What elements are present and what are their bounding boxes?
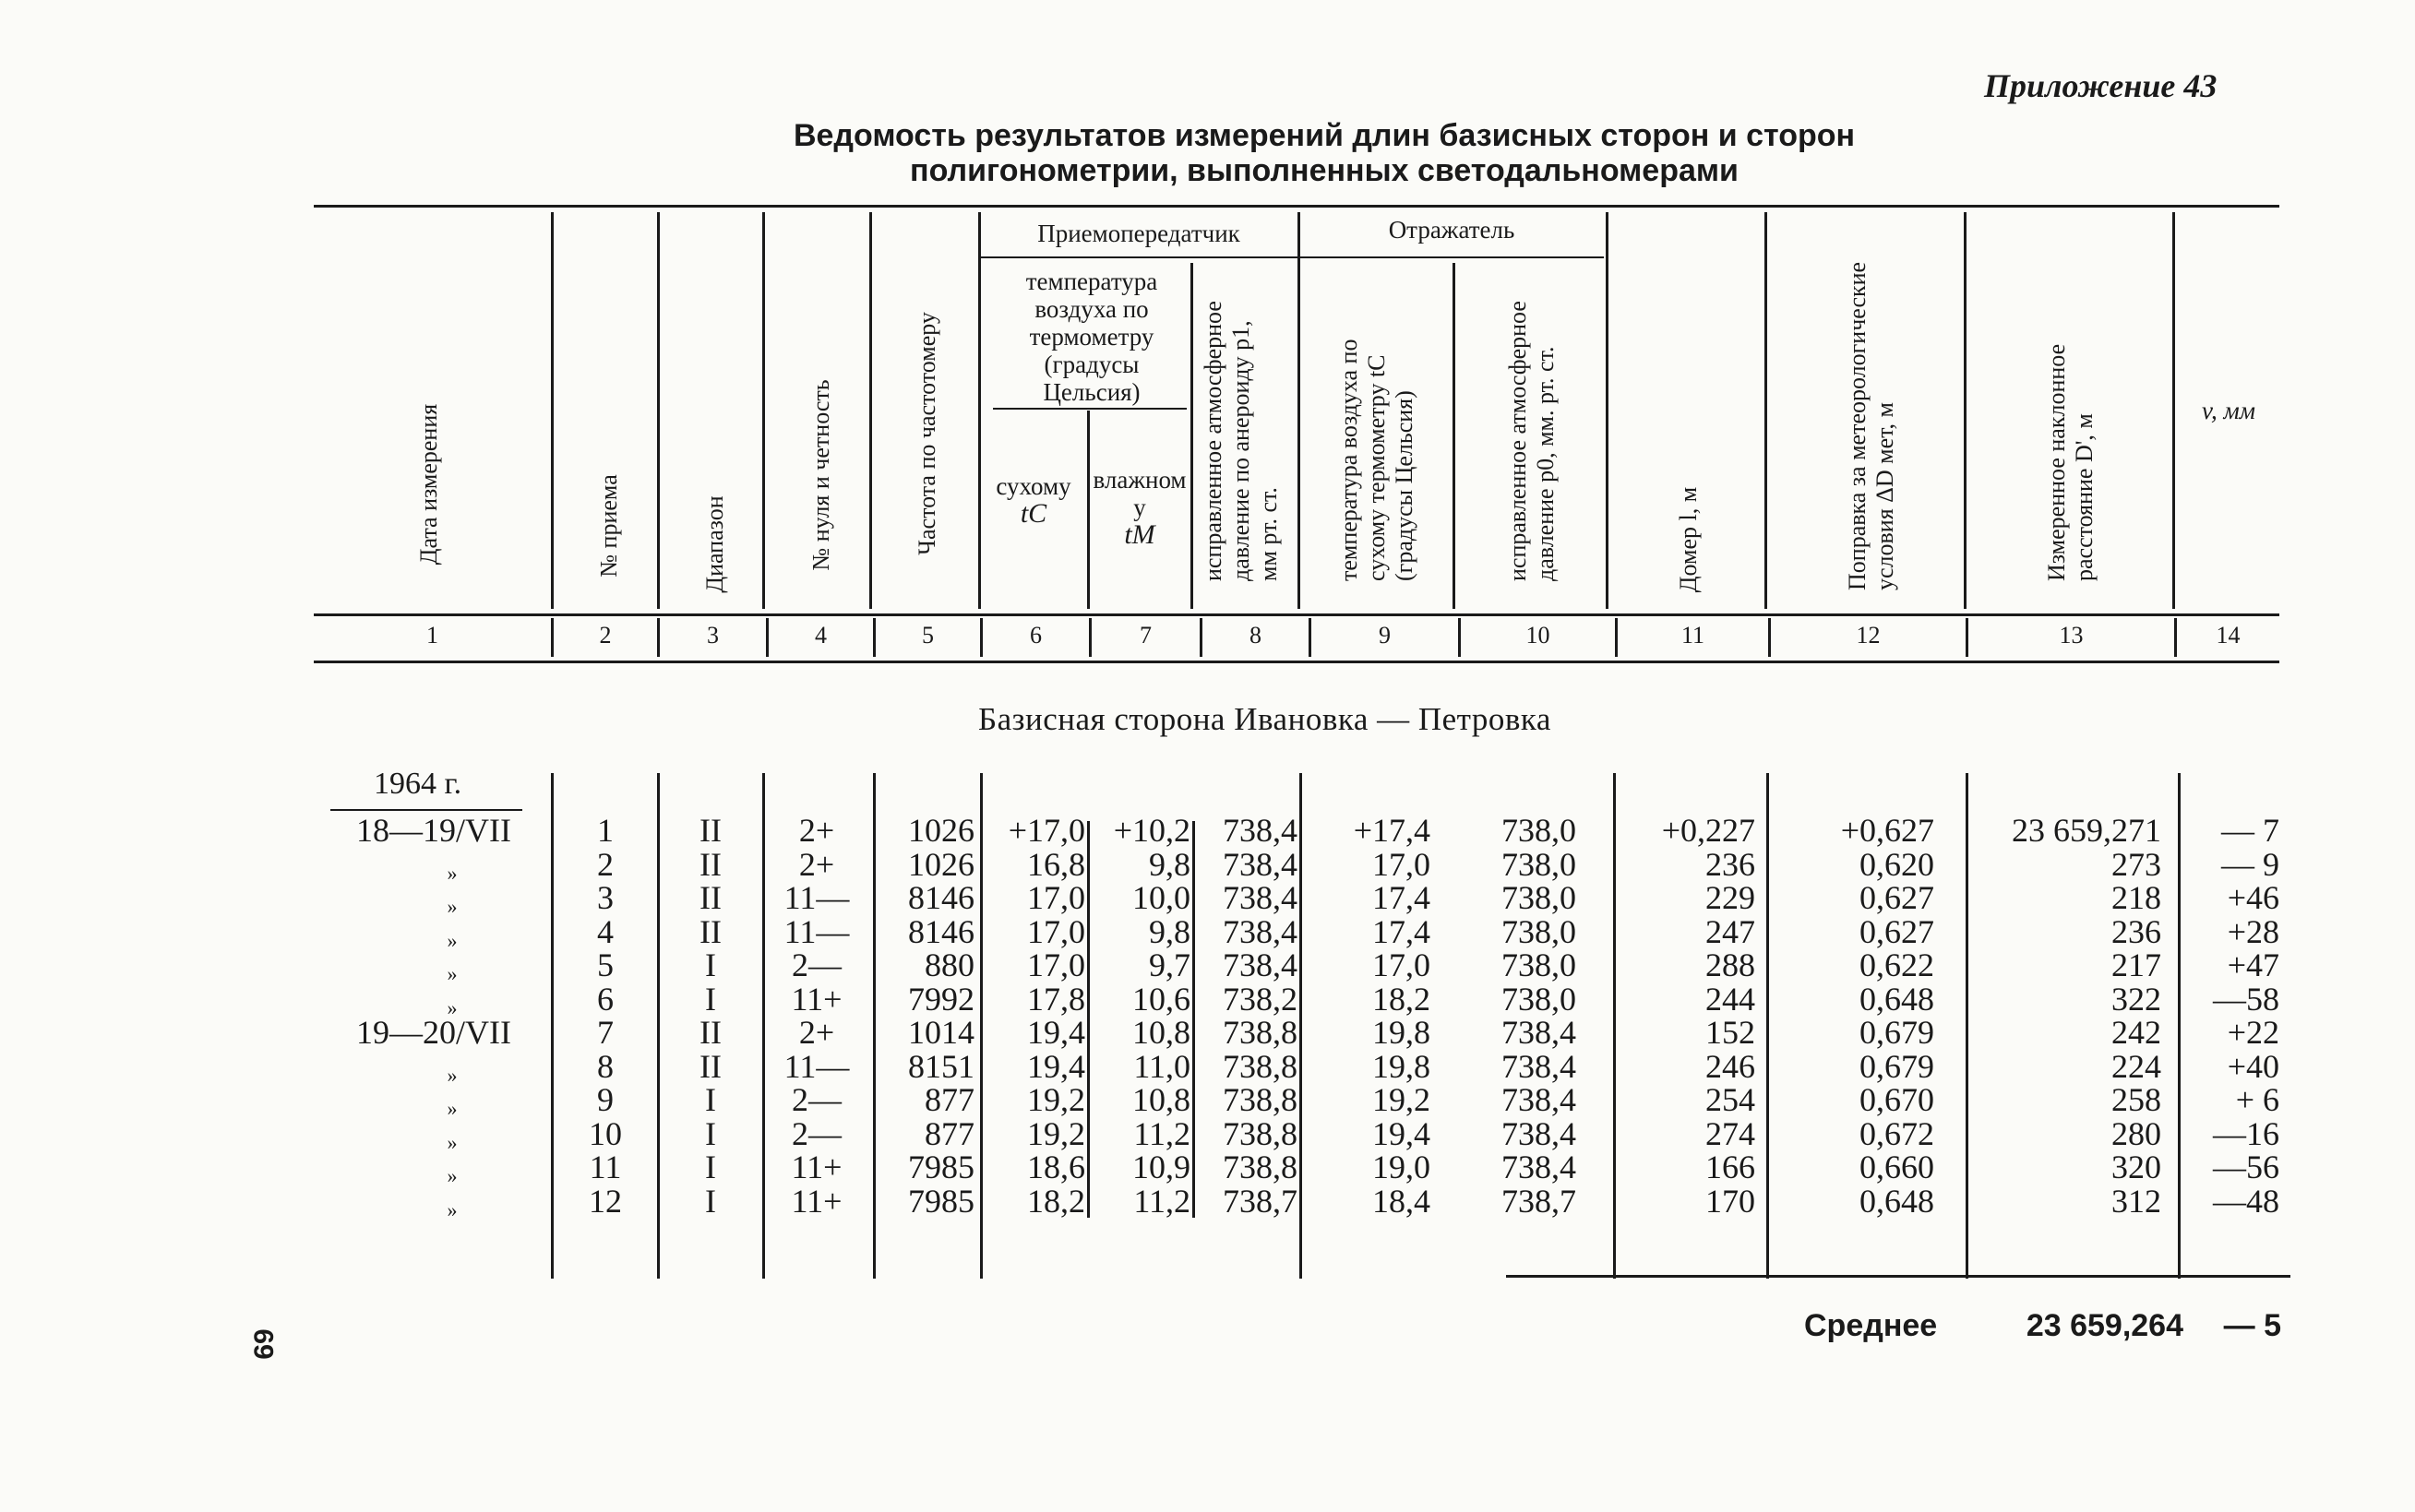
cell-l: 152 [1705, 1014, 1755, 1051]
header-reception: № приема [595, 474, 622, 577]
cell-freq: 1026 [908, 845, 974, 883]
cell-n: 2 [597, 845, 614, 883]
cell-l: 244 [1705, 980, 1755, 1018]
colnum-11: 11 [1680, 622, 1705, 649]
header-reflector: Отражатель [1388, 216, 1515, 244]
cell-tc: 17,0 [1027, 912, 1085, 950]
table-top-rule [314, 205, 2279, 208]
cell-tm: 10,6 [1132, 980, 1190, 1018]
cell-tm: 9,8 [1149, 912, 1190, 950]
header-pressure-transceiver: исправленное атмосферное давление по анероиду p1, мм рт. ст. [1200, 301, 1282, 581]
header-dry-symbol: tC [1020, 498, 1047, 529]
colnum-10: 10 [1525, 622, 1550, 649]
cell-date: » [447, 928, 458, 952]
cell-zero: 11+ [791, 1149, 843, 1185]
summary-rule [1506, 1275, 2290, 1278]
cell-dD: 0,672 [1859, 1114, 1934, 1152]
cell-p1: 738,4 [1223, 912, 1297, 950]
colnum-3: 3 [707, 622, 719, 649]
cell-l: 247 [1705, 912, 1755, 950]
cell-date: » [447, 995, 458, 1019]
air-temp-underline [993, 408, 1187, 410]
colnum-9: 9 [1379, 622, 1391, 649]
cell-freq: 1014 [908, 1014, 974, 1051]
cell-dD: 0,627 [1859, 879, 1934, 916]
summary-label: Среднее [1804, 1308, 1938, 1343]
cell-tc: 18,6 [1027, 1149, 1085, 1185]
cell-D: 224 [2111, 1047, 2161, 1085]
cell-range: I [705, 1149, 716, 1185]
cell-D: 23 659,271 [2012, 812, 2161, 849]
cell-D: 312 [2111, 1182, 2161, 1220]
cell-l: 229 [1705, 879, 1755, 916]
cell-p1: 738,7 [1223, 1182, 1297, 1220]
colnum-2: 2 [599, 622, 612, 649]
cell-v: +22 [2227, 1014, 2279, 1051]
cell-t2: 17,4 [1372, 879, 1430, 916]
cell-range: I [705, 1081, 716, 1118]
header-divider [1453, 263, 1455, 609]
colnum-bottom-rule [314, 661, 2279, 663]
cell-v: —48 [2213, 1182, 2279, 1220]
cell-freq: 8146 [908, 912, 974, 950]
header-correction: Поправка за метеорологические условия ΔD мет, м [1844, 261, 1898, 590]
colnum-1: 1 [426, 622, 438, 649]
colnum-8: 8 [1249, 622, 1261, 649]
header-range: Диапазон [701, 495, 728, 593]
cell-v: — 7 [2221, 812, 2279, 849]
cell-l: 246 [1705, 1047, 1755, 1085]
body-divider [762, 773, 765, 1279]
cell-dD: 0,622 [1859, 946, 1934, 983]
cell-freq: 8146 [908, 879, 974, 916]
cell-freq: 877 [925, 1081, 974, 1118]
header-divider [2172, 212, 2175, 609]
cell-tm: +10,2 [1113, 812, 1190, 849]
section-title: Базисная сторона Ивановка — Петровка [978, 701, 1551, 737]
cell-range: I [705, 1182, 716, 1220]
title-line-1: Ведомость результатов измерений длин базисных сторон и сторон [793, 118, 1856, 153]
cell-zero: 11— [783, 912, 850, 950]
cell-D: 217 [2111, 946, 2161, 983]
cell-zero: 2— [792, 1114, 842, 1152]
cell-tm: 11,2 [1133, 1182, 1190, 1220]
cell-freq: 7985 [908, 1149, 974, 1185]
header-divider [1606, 212, 1608, 609]
header-transceiver: Приемопередатчик [1037, 220, 1240, 247]
transceiver-underline [980, 256, 1297, 258]
header-dry-label: сухому [996, 472, 1071, 500]
cell-zero: 2+ [798, 812, 835, 849]
header-divider [978, 212, 981, 609]
cell-p1: 738,8 [1223, 1149, 1297, 1185]
cell-dD: +0,627 [1840, 812, 1934, 849]
cell-p0: 738,0 [1501, 845, 1576, 883]
cell-t2: 19,8 [1372, 1014, 1430, 1051]
page-number: 69 [247, 1328, 279, 1360]
cell-dD: 0,648 [1859, 1182, 1934, 1220]
appendix-label: Приложение 43 [1984, 67, 2218, 104]
cell-v: +40 [2227, 1047, 2279, 1085]
header-wet [1089, 466, 1190, 549]
cell-n: 6 [597, 980, 614, 1018]
cell-range: II [699, 845, 722, 883]
cell-n: 3 [597, 879, 614, 916]
cell-zero: 2— [792, 946, 842, 983]
cell-t2: 19,8 [1372, 1047, 1430, 1085]
reflector-underline [1299, 256, 1604, 258]
header-wet-symbol: tM [1124, 519, 1155, 550]
cell-zero: 11+ [791, 1182, 843, 1220]
header-divider [551, 212, 554, 609]
cell-p0: 738,4 [1501, 1114, 1576, 1152]
cell-tm: 9,7 [1149, 946, 1190, 983]
header-wet-label: влажному [1093, 466, 1187, 521]
cell-date: » [447, 861, 458, 885]
cell-tc: 19,2 [1027, 1114, 1085, 1152]
cell-zero: 2+ [798, 1014, 835, 1051]
year-underline [330, 809, 522, 811]
cell-D: 236 [2111, 912, 2161, 950]
cell-date: » [447, 1164, 458, 1187]
cell-p0: 738,4 [1501, 1081, 1576, 1118]
header-dry [980, 472, 1087, 528]
cell-tc: 17,8 [1027, 980, 1085, 1018]
cell-p1: 738,4 [1223, 946, 1297, 983]
cell-p1: 738,8 [1223, 1014, 1297, 1051]
cell-n: 5 [597, 946, 614, 983]
header-domer: Домер l, м [1675, 486, 1702, 593]
cell-freq: 8151 [908, 1047, 974, 1085]
header-frequency: Частота по частотомеру [914, 312, 940, 555]
colnum-14: 14 [2216, 622, 2241, 649]
cell-p0: 738,0 [1501, 980, 1576, 1018]
cell-dD: 0,648 [1859, 980, 1934, 1018]
colnum-12: 12 [1856, 622, 1881, 649]
cell-n: 1 [597, 812, 614, 849]
cell-p0: 738,0 [1501, 946, 1576, 983]
header-air-temp: температура воздуха по термометру (градусы Цельсия) [1025, 268, 1158, 406]
cell-p0: 738,4 [1501, 1014, 1576, 1051]
cell-v: +46 [2227, 879, 2279, 916]
cell-range: I [705, 980, 716, 1018]
cell-dD: 0,660 [1859, 1149, 1934, 1185]
cell-date: 19—20/VII [356, 1014, 511, 1051]
cell-p0: 738,4 [1501, 1149, 1576, 1185]
cell-range: II [699, 812, 722, 849]
cell-D: 258 [2111, 1081, 2161, 1118]
cell-freq: 877 [925, 1114, 974, 1152]
header-divider [1297, 212, 1300, 609]
cell-range: II [699, 879, 722, 916]
cell-tm: 10,0 [1132, 879, 1190, 916]
cell-D: 218 [2111, 879, 2161, 916]
cell-p1: 738,4 [1223, 845, 1297, 883]
header-distance: Измеренное наклонное расстояние D', м [2043, 343, 2098, 581]
year-label: 1964 г. [374, 767, 462, 801]
cell-p0: 738,4 [1501, 1047, 1576, 1085]
cell-l: 166 [1705, 1149, 1755, 1185]
cell-p1: 738,8 [1223, 1047, 1297, 1085]
summary-distance: 23 659,264 [2026, 1308, 2183, 1343]
cell-l: 236 [1705, 845, 1755, 883]
header-divider [1190, 263, 1193, 609]
header-divider [1764, 212, 1767, 609]
cell-tm: 10,9 [1132, 1149, 1190, 1185]
cell-date: 18—19/VII [356, 812, 511, 849]
cell-freq: 880 [925, 946, 974, 983]
cell-range: II [699, 1047, 722, 1085]
cell-t2: 17,4 [1372, 912, 1430, 950]
cell-D: 242 [2111, 1014, 2161, 1051]
colnum-13: 13 [2059, 622, 2084, 649]
cell-D: 320 [2111, 1149, 2161, 1185]
cell-tm: 11,2 [1133, 1114, 1190, 1152]
summary-v: — 5 [2223, 1308, 2281, 1343]
cell-tc: 19,4 [1027, 1047, 1085, 1085]
cell-freq: 1026 [908, 812, 974, 849]
header-bottom-rule [314, 613, 2279, 616]
cell-t2: 17,0 [1372, 845, 1430, 883]
cell-n: 4 [597, 912, 614, 950]
cell-p0: 738,0 [1501, 912, 1576, 950]
header-divider [762, 212, 765, 609]
cell-tc: 17,0 [1027, 946, 1085, 983]
cell-dD: 0,670 [1859, 1081, 1934, 1118]
cell-t2: 18,2 [1372, 980, 1430, 1018]
cell-v: +47 [2227, 946, 2279, 983]
cell-D: 322 [2111, 980, 2161, 1018]
title-line-2: полигонометрии, выполненных светодальномерами [910, 153, 1739, 188]
cell-tm: 11,0 [1133, 1047, 1190, 1085]
cell-D: 280 [2111, 1114, 2161, 1152]
cell-tc: 18,2 [1027, 1182, 1085, 1220]
cell-v: —56 [2213, 1149, 2279, 1185]
cell-l: 274 [1705, 1114, 1755, 1152]
cell-t2: 17,0 [1372, 946, 1430, 983]
colnum-4: 4 [815, 622, 827, 649]
cell-p1: 738,2 [1223, 980, 1297, 1018]
cell-p0: 738,7 [1501, 1182, 1576, 1220]
colnum-5: 5 [922, 622, 934, 649]
cell-date: » [447, 962, 458, 985]
cell-v: +28 [2227, 912, 2279, 950]
cell-p0: 738,0 [1501, 812, 1576, 849]
cell-n: 11 [589, 1149, 622, 1185]
cell-dD: 0,627 [1859, 912, 1934, 950]
cell-p1: 738,8 [1223, 1081, 1297, 1118]
cell-date: » [447, 1063, 458, 1087]
cell-tc: 17,0 [1027, 879, 1085, 916]
header-v: v, мм [2202, 397, 2255, 424]
cell-t2: 19,2 [1372, 1081, 1430, 1118]
header-reflector-temp: температура воздуха по сухому термометру tC (градусы Цельсия) [1335, 339, 1417, 581]
cell-date: » [447, 1130, 458, 1154]
cell-n: 9 [597, 1081, 614, 1118]
cell-range: II [699, 912, 722, 950]
cell-n: 7 [597, 1014, 614, 1051]
cell-l: +0,227 [1661, 812, 1755, 849]
cell-t2: 19,0 [1372, 1149, 1430, 1185]
cell-D: 273 [2111, 845, 2161, 883]
cell-zero: 11+ [791, 980, 843, 1018]
cell-l: 170 [1705, 1182, 1755, 1220]
cell-n: 10 [589, 1114, 622, 1152]
cell-freq: 7992 [908, 980, 974, 1018]
header-zero-parity: № нуля и четность [807, 379, 834, 571]
cell-p1: 738,4 [1223, 879, 1297, 916]
cell-v: —58 [2213, 980, 2279, 1018]
cell-v: — 9 [2221, 845, 2279, 883]
cell-v: —16 [2213, 1114, 2279, 1152]
cell-dD: 0,679 [1859, 1014, 1934, 1051]
cell-p1: 738,4 [1223, 812, 1297, 849]
colnum-6: 6 [1030, 622, 1042, 649]
cell-l: 254 [1705, 1081, 1755, 1118]
cell-tm: 10,8 [1132, 1014, 1190, 1051]
cell-range: I [705, 946, 716, 983]
header-divider [1964, 212, 1967, 609]
cell-tc: 19,4 [1027, 1014, 1085, 1051]
cell-freq: 7985 [908, 1182, 974, 1220]
cell-date: » [447, 895, 458, 918]
cell-tc: 16,8 [1027, 845, 1085, 883]
cell-range: II [699, 1014, 722, 1051]
header-reflector-pressure: исправленное атмосферное давление p0, мм. рт. ст. [1504, 301, 1559, 581]
cell-p0: 738,0 [1501, 879, 1576, 916]
cell-n: 12 [589, 1182, 622, 1220]
cell-l: 288 [1705, 946, 1755, 983]
cell-tm: 10,8 [1132, 1081, 1190, 1118]
document-title [646, 118, 2003, 188]
cell-v: + 6 [2235, 1081, 2279, 1118]
cell-dD: 0,679 [1859, 1047, 1934, 1085]
cell-range: I [705, 1114, 716, 1152]
cell-t2: +17,4 [1353, 812, 1430, 849]
cell-tm: 9,8 [1149, 845, 1190, 883]
cell-date: » [447, 1097, 458, 1120]
cell-p1: 738,8 [1223, 1114, 1297, 1152]
cell-zero: 11— [783, 1047, 850, 1085]
cell-tc: +17,0 [1008, 812, 1085, 849]
cell-zero: 2+ [798, 845, 835, 883]
cell-t2: 19,4 [1372, 1114, 1430, 1152]
cell-n: 8 [597, 1047, 614, 1085]
header-divider [657, 212, 660, 609]
cell-dD: 0,620 [1859, 845, 1934, 883]
colnum-7: 7 [1140, 622, 1152, 649]
cell-tc: 19,2 [1027, 1081, 1085, 1118]
cell-zero: 11— [783, 879, 850, 916]
cell-zero: 2— [792, 1081, 842, 1118]
header-date: Дата измерения [415, 403, 442, 566]
cell-t2: 18,4 [1372, 1182, 1430, 1220]
cell-date: » [447, 1197, 458, 1221]
header-divider [869, 212, 872, 609]
